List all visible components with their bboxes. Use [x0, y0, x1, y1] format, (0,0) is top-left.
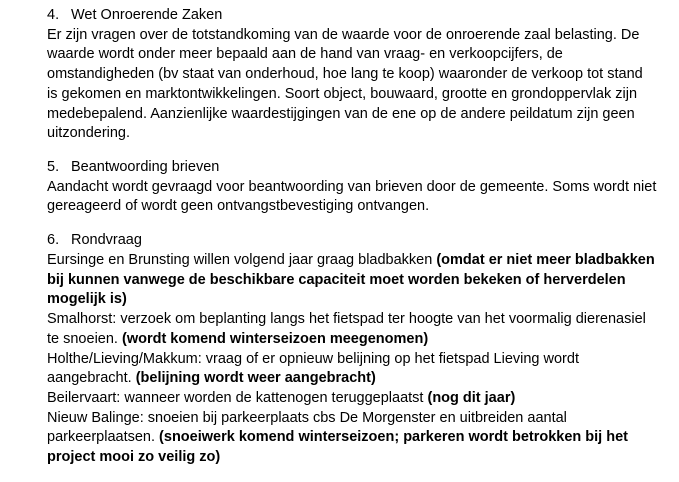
paragraph-run-bold: (belijning wordt weer aangebracht) — [135, 370, 376, 387]
paragraph-run: Nieuw Balinge: snoeien bij parkeerplaats cbs De Morgenster en uitbreiden aantal parkeerplaatsen. — [47, 409, 567, 446]
paragraph-run-bold: (snoeiwerk komend winterseizoen; parkeren wordt betrokken bij het project mooi zo veilig zo) — [47, 429, 628, 466]
section-heading — [47, 158, 657, 178]
section-title: Wet Onroerende Zaken — [71, 7, 223, 23]
paragraph-run: Aandacht wordt gevraagd voor beantwoording van brieven door de gemeente. Soms wordt niet gereageerd of wordt geen ontvangstbevestiging ontvangen. — [47, 178, 657, 215]
document-section — [47, 6, 657, 144]
paragraph-run: Smalhorst: verzoek om beplanting langs het fietspad ter hoogte van het voormalig dierenasiel te snoeien. — [47, 311, 646, 347]
paragraph — [47, 251, 657, 310]
paragraph-run: Beilervaart: wanneer worden de kattenogen teruggeplaatst — [47, 389, 428, 406]
section-heading — [47, 231, 657, 251]
section-heading — [47, 6, 657, 26]
section-number: 4. — [47, 7, 60, 23]
section-title: Beantwoording brieven — [71, 159, 220, 176]
paragraph — [47, 178, 657, 217]
paragraph — [47, 26, 657, 144]
section-number: 6. — [47, 232, 60, 249]
paragraph-run: Holthe/Lieving/Makkum: vraag of er opnieuw belijning op het fietspad Lieving wordt aangebracht. — [47, 350, 579, 387]
paragraph — [47, 350, 657, 389]
paragraph — [47, 389, 657, 409]
paragraph-run-bold: (omdat er niet meer bladbakken bij kunnen vanwege de beschikbare capaciteit moet worden bekeken of herverdelen mogelijk is) — [47, 251, 655, 308]
paragraph-run: Eursinge en Brunsting willen volgend jaar graag bladbakken — [47, 251, 437, 268]
document-section — [47, 231, 657, 468]
paragraph-run: Er zijn vragen over de totstandkoming van de waarde voor de onroerende zaal belasting. De waarde wordt onder meer bepaald aan de hand van vraag- en verkoopcijfers, de omstandigheden (bv staat van onderhoud, hoe lang te koop) waaronder de verkoop tot stand is gekomen en marktontwikkelingen. Soort object, bouwaard, grootte en grondoppervlak zijn medebepalend. Aanzienlijke waardestijgingen van de ene op de andere peildatum zijn geen uitzondering. — [47, 26, 643, 142]
document-section — [47, 158, 657, 217]
paragraph — [47, 409, 657, 468]
paragraph-run-bold: (nog dit jaar) — [427, 389, 516, 406]
paragraph — [47, 310, 657, 349]
paragraph-run-bold: (wordt komend winterseizoen meegenomen) — [121, 330, 429, 347]
section-title: Rondvraag — [71, 232, 142, 249]
document-body — [47, 6, 657, 482]
section-number: 5. — [47, 159, 60, 176]
